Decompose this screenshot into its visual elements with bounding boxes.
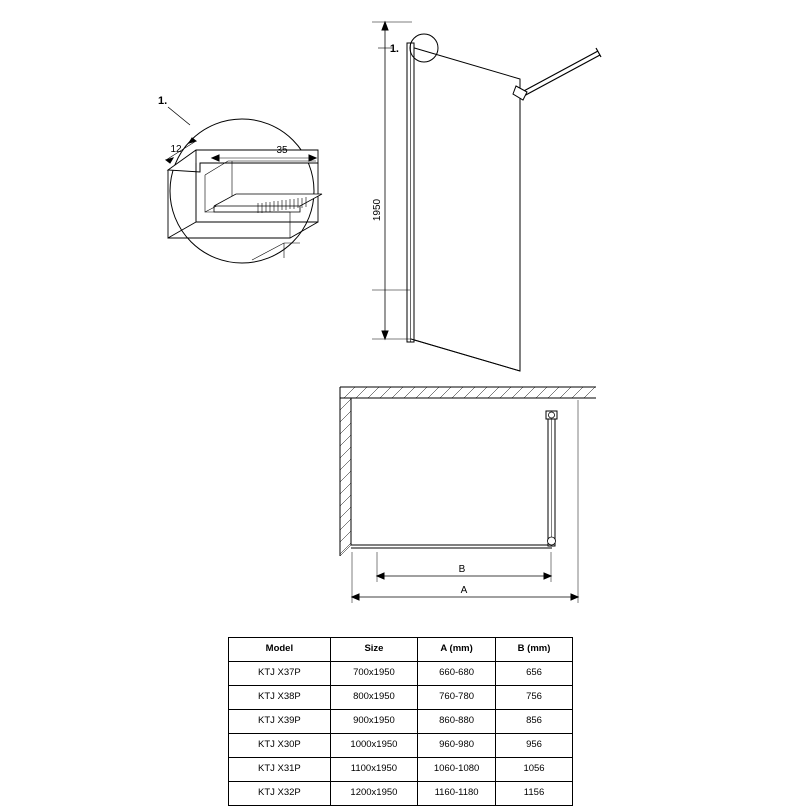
cell-size: 1000x1950 xyxy=(330,734,417,758)
cell-b: 1056 xyxy=(496,758,573,782)
plan-dimension-b: B xyxy=(458,564,466,575)
cell-b: 656 xyxy=(496,662,573,686)
cell-size: 800x1950 xyxy=(330,686,417,710)
cell-model: KTJ X37P xyxy=(229,662,331,686)
table-header-row xyxy=(229,638,573,662)
detail-width-dimension: 35 xyxy=(276,145,288,156)
detail-marker-label: 1. xyxy=(158,95,168,107)
cell-a: 760-780 xyxy=(418,686,496,710)
detail-depth-dimension: 12 xyxy=(170,144,182,155)
cell-model: KTJ X30P xyxy=(229,734,331,758)
plan-dimension-a: A xyxy=(460,585,468,596)
column-header-b: B (mm) xyxy=(496,638,573,662)
cell-model: KTJ X39P xyxy=(229,710,331,734)
cell-b: 756 xyxy=(496,686,573,710)
column-header-model: Model xyxy=(229,638,331,662)
cell-size: 1200x1950 xyxy=(330,782,417,806)
plan-view xyxy=(340,387,596,603)
front-detail-marker: 1. xyxy=(389,43,399,55)
cell-a: 960-980 xyxy=(418,734,496,758)
cell-model: KTJ X38P xyxy=(229,686,331,710)
cell-model: KTJ X31P xyxy=(229,758,331,782)
cell-size: 1100x1950 xyxy=(330,758,417,782)
column-header-size: Size xyxy=(330,638,417,662)
cell-a: 1160-1180 xyxy=(418,782,496,806)
table-row xyxy=(229,662,573,686)
table-row xyxy=(229,686,573,710)
table-row xyxy=(229,710,573,734)
table-row xyxy=(229,782,573,806)
cell-size: 900x1950 xyxy=(330,710,417,734)
table-row xyxy=(229,758,573,782)
table-row xyxy=(229,734,573,758)
cell-b: 1156 xyxy=(496,782,573,806)
cell-b: 856 xyxy=(496,710,573,734)
cell-size: 700x1950 xyxy=(330,662,417,686)
cell-a: 660-680 xyxy=(418,662,496,686)
model-spec-table xyxy=(228,637,573,806)
cell-model: KTJ X32P xyxy=(229,782,331,806)
column-header-a: A (mm) xyxy=(418,638,496,662)
detail-view xyxy=(166,119,322,263)
cell-a: 1060-1080 xyxy=(418,758,496,782)
cell-b: 956 xyxy=(496,734,573,758)
cell-a: 860-880 xyxy=(418,710,496,734)
front-height-dimension: 1950 xyxy=(372,198,383,222)
front-view xyxy=(372,22,601,371)
